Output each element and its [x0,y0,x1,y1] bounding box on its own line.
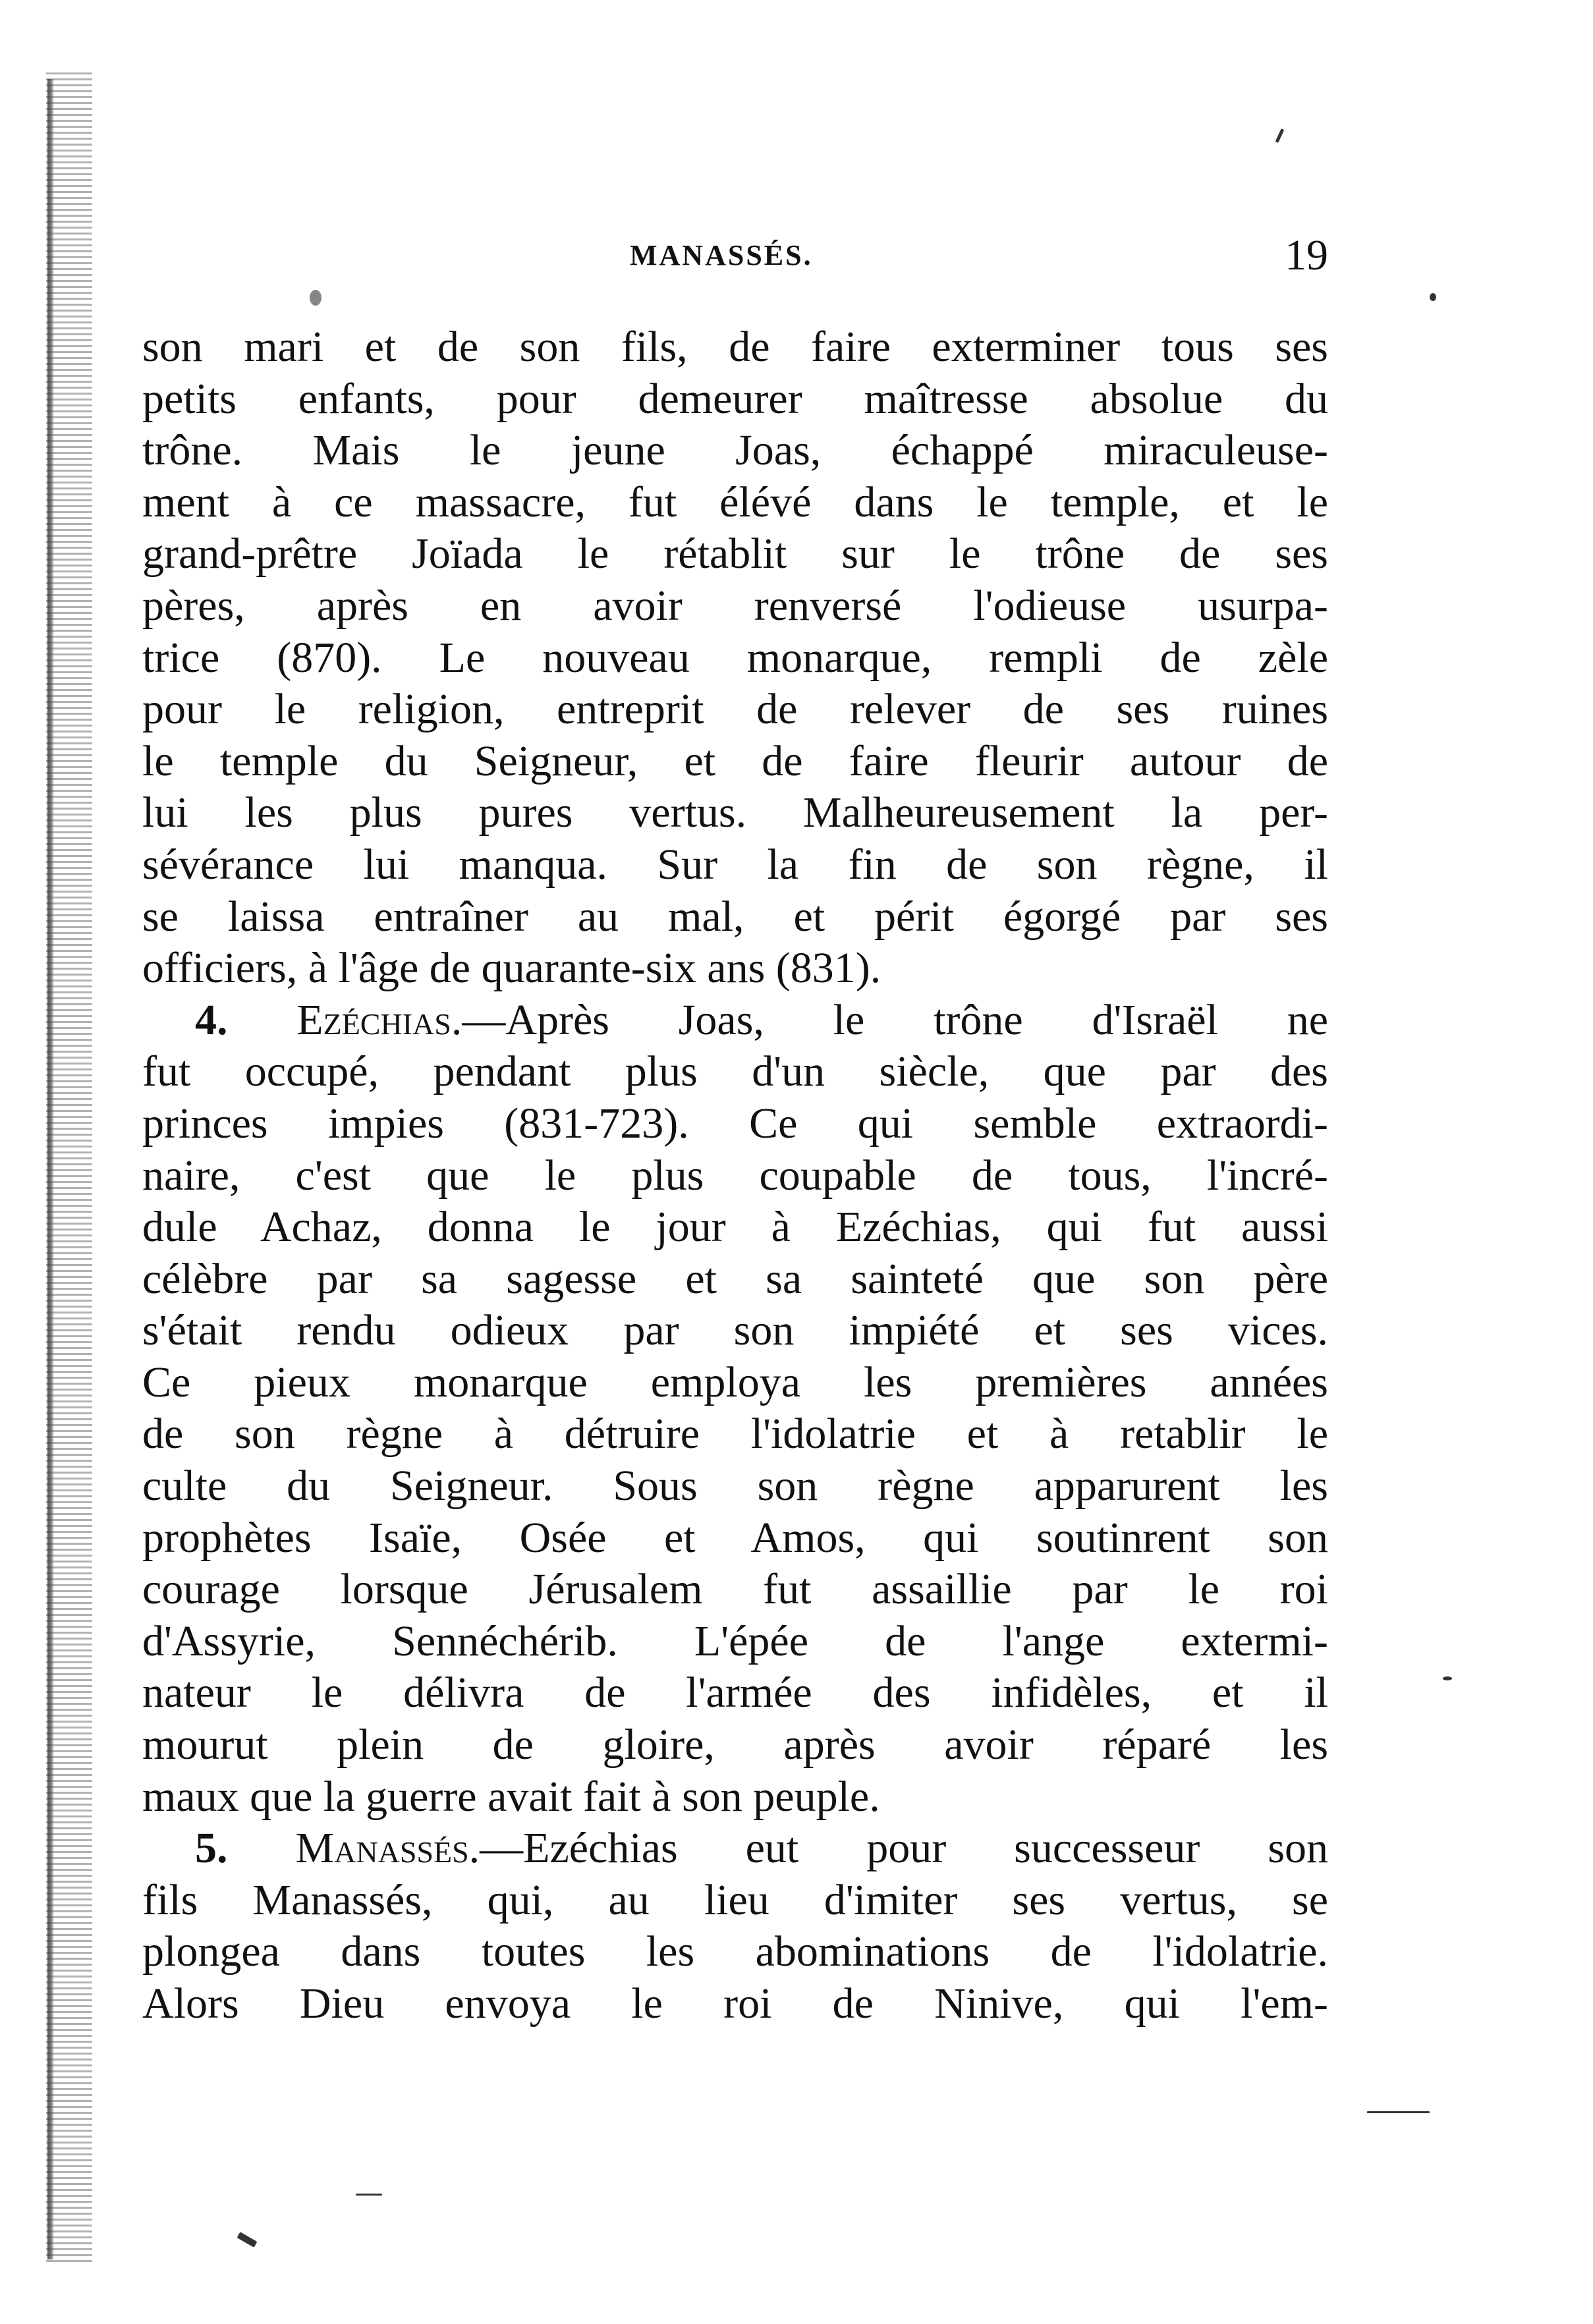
section-title: Manassés. [295,1824,480,1873]
section-number: 5. [195,1824,228,1873]
text-line: Alors Dieu envoya le roi de Ninive, qui l'em- [142,1979,1328,2028]
text-line: sévérance lui manqua. Sur la fin de son règne, il [142,840,1328,889]
running-title: MANASSÉS. [630,239,813,271]
text-line: Ce pieux monarque employa les premières années [142,1358,1328,1406]
section-title: Ezéchias. [296,995,462,1044]
scan-speck [1443,1676,1452,1680]
text-line: ment à ce massacre, fut élévé dans le temple, et le [142,478,1328,526]
text-line: plongea dans toutes les abominations de l'idolatrie. [142,1927,1328,1976]
text-line: célèbre par sa sagesse et sa sainteté que son père [142,1254,1328,1303]
scan-speck [1367,2111,1430,2113]
text-line: lui les plus pures vertus. Malheureusement la per- [142,788,1328,837]
scan-speck [310,290,321,306]
text-line: trice (870). Le nouveau monarque, rempli de zèle [142,633,1328,682]
text-line: pères, après en avoir renversé l'odieuse usurpa- [142,581,1328,630]
text-line: d'Assyrie, Sennéchérib. L'épée de l'ange extermi- [142,1617,1328,1665]
text-line: pour le religion, entreprit de relever de ses ruines [142,685,1328,734]
section-text: —Ezéchias eut pour successeur son [480,1824,1328,1873]
text-line: naire, c'est que le plus coupable de tous, l'incré- [142,1151,1328,1200]
text-line: se laissa entraîner au mal, et périt égorgé par ses [142,892,1328,941]
text-line: fils Manassés, qui, au lieu d'imiter ses vertus, se [142,1875,1328,1924]
text-line: le temple du Seigneur, et de faire fleurir autour de [142,736,1328,785]
scan-speck [237,2232,258,2248]
text-line: petits enfants, pour demeurer maîtresse absolue du [142,374,1328,423]
text-line: maux que la guerre avait fait à son peuple. [142,1772,880,1821]
text-line: dule Achaz, donna le jour à Ezéchias, qui fut aussi [142,1203,1328,1252]
section-number: 4. [195,995,228,1044]
text-line: mourut plein de gloire, après avoir réparé les [142,1721,1328,1769]
text-line: grand-prêtre Joïada le rétablit sur le trône de ses [142,530,1328,578]
body-text [142,321,1328,2030]
section-heading-line [142,995,1328,1047]
text-line: culte du Seigneur. Sous son règne apparurent les [142,1462,1328,1510]
running-head [142,231,1328,283]
scan-speck [1430,293,1436,301]
text-line: prophètes Isaïe, Osée et Amos, qui soutinrent son [142,1513,1328,1562]
text-line: s'était rendu odieux par son impiété et ses vices. [142,1306,1328,1355]
text-line: princes impies (831-723). Ce qui semble extraordi- [142,1099,1328,1148]
text-line: nateur le délivra de l'armée des infidèles, et il [142,1669,1328,1717]
scan-speck [1275,128,1285,143]
section-text: —Après Joas, le trône d'Israël ne [462,995,1328,1044]
section-heading-line [142,1823,1328,1875]
text-line: son mari et de son fils, de faire exterminer tous ses [142,323,1328,371]
text-line: courage lorsque Jérusalem fut assaillie par le roi [142,1565,1328,1614]
text-line: trône. Mais le jeune Joas, échappé miraculeuse- [142,426,1328,475]
page-number: 19 [1285,231,1328,279]
text-line: fut occupé, pendant plus d'un siècle, que par des [142,1047,1328,1096]
text-line: officiers, à l'âge de quarante-six ans (831). [142,944,881,993]
text-line: de son règne à détruire l'idolatrie et à retablir le [142,1410,1328,1458]
scan-speck [356,2194,382,2196]
binding-edge [47,79,54,2259]
